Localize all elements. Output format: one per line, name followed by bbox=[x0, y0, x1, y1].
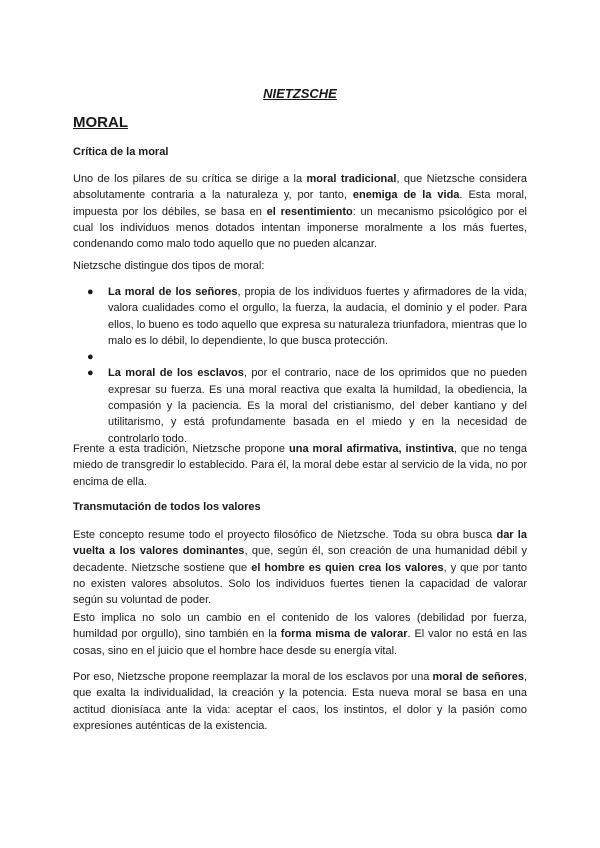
list-item-empty bbox=[73, 349, 527, 365]
bullet-icon: ● bbox=[87, 286, 94, 298]
document-title: NIETZSCHE bbox=[263, 86, 337, 101]
bold-text-run: enemiga de la vida bbox=[352, 189, 460, 202]
list-item-esclavos bbox=[73, 365, 527, 446]
text-run: Por eso, Nietzsche propone reemplazar la moral de los esclavos por una bbox=[73, 671, 433, 683]
paragraph-proyecto bbox=[73, 527, 527, 608]
text-run: , por el contrario, nace de los oprimidos que no pueden expresar su fuerza. Es una moral reactiva que exalta la humildad, la obediencia, la compasión y la paciencia. Es la moral del cristianismo, del deber kantiano y del utilitarismo, y está profundamente basada en el miedo y en la necesidad de controlarlo todo. bbox=[108, 367, 527, 445]
text-run: Esto implica no solo un cambio en el contenido de los valores (debilidad por fuerza, humildad por orgullo), sino también en la bbox=[73, 612, 527, 641]
section-heading-moral: MORAL bbox=[73, 114, 128, 131]
bold-text-run: La moral de los señores bbox=[108, 286, 238, 298]
text-run: , que exalta la individualidad, la creación y la potencia. Esta nueva moral se basa en una actitud dionisíaca ante la vida: aceptar el caos, los instintos, el dolor y la pasión como expresiones auténticas de la existencia. bbox=[73, 671, 527, 732]
paragraph-moral-afirmativa bbox=[73, 441, 527, 490]
bold-text-run: el resentimiento bbox=[266, 205, 353, 218]
text-run: Uno de los pilares de su crítica se dirige a la bbox=[73, 173, 307, 185]
text-run: , que Nietzsche considera absolutamente contraria a la naturaleza y, por tanto, bbox=[73, 173, 528, 202]
subheading-critica: Crítica de la moral bbox=[73, 146, 169, 158]
text-run: , que, según él, son creación de una humanidad débil y decadente. Nietzsche sostiene que bbox=[73, 545, 527, 574]
paragraph-moral-senores bbox=[73, 669, 527, 734]
subheading-transmutacion: Transmutación de todos los valores bbox=[73, 501, 261, 513]
bullet-icon: ● bbox=[87, 367, 94, 380]
bold-text-run: el hombre es quien crea los valores bbox=[251, 561, 444, 574]
bold-text-run: La moral de los esclavos bbox=[108, 367, 244, 380]
text-run: . Esta moral, impuesta por los débiles, se basa en bbox=[73, 189, 527, 218]
bold-text-run: una moral afirmativa, instintiva bbox=[289, 443, 454, 455]
bold-text-run: forma misma de valorar bbox=[280, 628, 408, 641]
bold-text-run: moral de señores bbox=[432, 671, 524, 683]
text-run: : un mecanismo psicológico por el cual los individuos menos dotados intentan imponerse moralmente a los más fuertes, condenando como malo todo aquello que no pueden alcanzar. bbox=[73, 205, 527, 251]
paragraph-tipos: Nietzsche distingue dos tipos de moral: bbox=[73, 260, 265, 272]
list-item-text bbox=[108, 367, 527, 444]
paragraph-forma-valorar bbox=[73, 610, 527, 659]
text-run: Frente a esta tradición, Nietzsche propone bbox=[73, 443, 289, 455]
bold-text-run: moral tradicional bbox=[306, 173, 397, 185]
text-run: , propia de los individuos fuertes y afirmadores de la vida, valora cualidades como el orgullo, la fuerza, la audacia, el dominio y el poder. Para ellos, lo bueno es todo aquello que expresa su naturaleza triunfadora, mientras que lo malo es lo débil, lo dependiente, lo que busca protección. bbox=[108, 286, 527, 347]
list-item-text bbox=[108, 286, 527, 347]
moral-types-list bbox=[73, 284, 527, 447]
bullet-icon: ● bbox=[87, 351, 94, 364]
text-run: . El valor no está en las cosas, sino en el juicio que el hombre hace desde su energía vital. bbox=[73, 628, 527, 657]
text-run: Este concepto resume todo el proyecto filosófico de Nietzsche. Toda su obra busca bbox=[73, 529, 497, 541]
text-run: , que no tenga miedo de transgredir lo establecido. Para él, la moral debe estar al servicio de la vida, no por encima de ella. bbox=[73, 443, 527, 488]
paragraph-critica bbox=[73, 171, 527, 252]
bold-text-run: dar la vuelta a los valores dominantes bbox=[73, 529, 527, 558]
text-run: , y que por tanto no existen valores absolutos. Solo los individuos fuertes tienen la capacidad de valorar según su voluntad de poder. bbox=[73, 561, 528, 607]
list-item-senores bbox=[73, 284, 527, 349]
